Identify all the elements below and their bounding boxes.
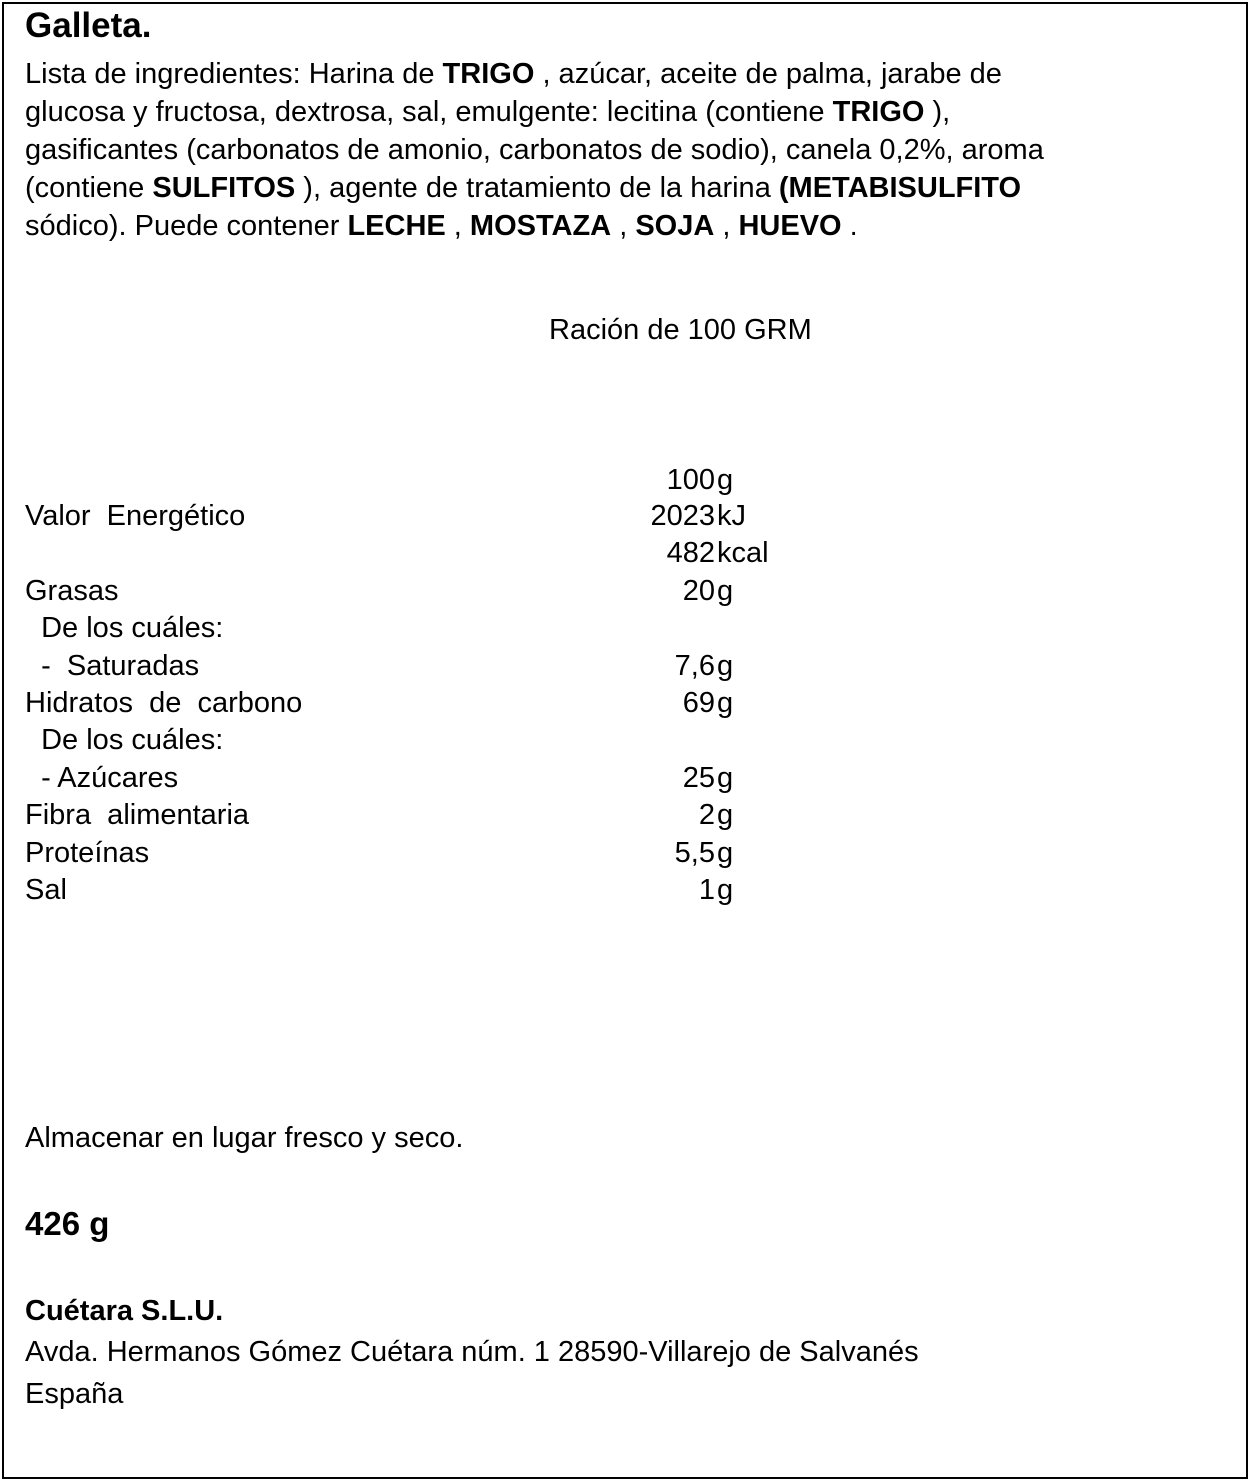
nutrition-row-label: De los cuáles: [25,612,224,644]
nutrition-row-value: 69 [682,687,715,719]
nutrition-row-label: Proteínas [25,837,150,869]
nutrition-row-unit: g [717,874,734,906]
ingredients-line [25,55,1205,93]
ingredients-segment: , azúcar, aceite de palma, jarabe de [534,58,1002,90]
company-name: Cuétara S.L.U. [25,1295,224,1327]
company-address: Avda. Hermanos Gómez Cuétara núm. 1 28590-Villarejo de Salvanés [25,1336,919,1368]
nutrition-row-label: - Saturadas [25,650,200,682]
allergen-text: TRIGO [832,96,925,128]
ingredients-text [25,55,1205,245]
allergen-text: SOJA [635,210,715,242]
nutrition-header-unit: g [717,464,734,496]
allergen-text: SULFITOS [152,172,296,204]
ingredients-segment: , [445,210,470,242]
ingredients-segment: (contiene [25,172,153,204]
storage-instructions: Almacenar en lugar fresco y seco. [25,1122,464,1154]
allergen-text: LECHE [347,210,446,242]
nutrition-row-value: 7,6 [674,650,715,682]
ingredients-line [25,93,1205,131]
nutrition-row-value: 482 [666,537,715,569]
nutrition-row-unit: g [717,650,734,682]
nutrition-row-label: Grasas [25,575,119,607]
ingredients-segment: sódico). Puede contener [25,210,348,242]
nutrition-row-value: 20 [682,575,715,607]
nutrition-row-unit: kJ [717,500,746,532]
allergen-text: TRIGO [442,58,535,90]
nutrition-row-unit: g [717,687,734,719]
nutrition-row-value: 25 [682,762,715,794]
ingredients-segment: ), [924,96,951,128]
ingredients-segment: glucosa y fructosa, dextrosa, sal, emulgente: lecitina (contiene [25,96,833,128]
ingredients-line [25,169,1205,207]
nutrition-row-unit: g [717,762,734,794]
net-weight: 426 g [25,1205,110,1242]
ingredients-segment: gasificantes (carbonatos de amonio, carbonatos de sodio), canela 0,2%, aroma [25,134,1044,166]
nutrition-row-label: Valor Energético [25,500,246,532]
nutrition-row-value: 2 [698,799,715,831]
ingredients-segment: Lista de ingredientes: Harina de [25,58,443,90]
product-title: Galleta. [25,6,152,45]
allergen-text: HUEVO [738,210,842,242]
ingredients-line [25,207,1205,245]
nutrition-row-label: - Azúcares [25,762,179,794]
nutrition-row-label: Fibra alimentaria [25,799,250,831]
allergen-text: (METABISULFITO [778,172,1022,204]
nutrition-row-value: 2023 [650,500,715,532]
nutrition-row-label: Hidratos de carbono [25,687,303,719]
nutrition-row-label: Sal [25,874,67,906]
ingredients-segment: . [841,210,858,242]
nutrition-row-unit: g [717,799,734,831]
ingredients-segment: ), agente de tratamiento de la harina [295,172,779,204]
nutrition-row-unit: g [717,575,734,607]
ingredients-line [25,131,1205,169]
company-country: España [25,1378,124,1410]
nutrition-row-value: 5,5 [674,837,715,869]
nutrition-row-value: 1 [698,874,715,906]
ingredients-segment: , [611,210,636,242]
nutrition-row-unit: g [717,837,734,869]
nutrition-row-unit: kcal [717,537,769,569]
nutrition-header-value: 100 [666,464,715,496]
serving-size-label: Ración de 100 GRM [549,314,812,346]
nutrition-row-label: De los cuáles: [25,724,224,756]
allergen-text: MOSTAZA [469,210,612,242]
ingredients-segment: , [714,210,739,242]
